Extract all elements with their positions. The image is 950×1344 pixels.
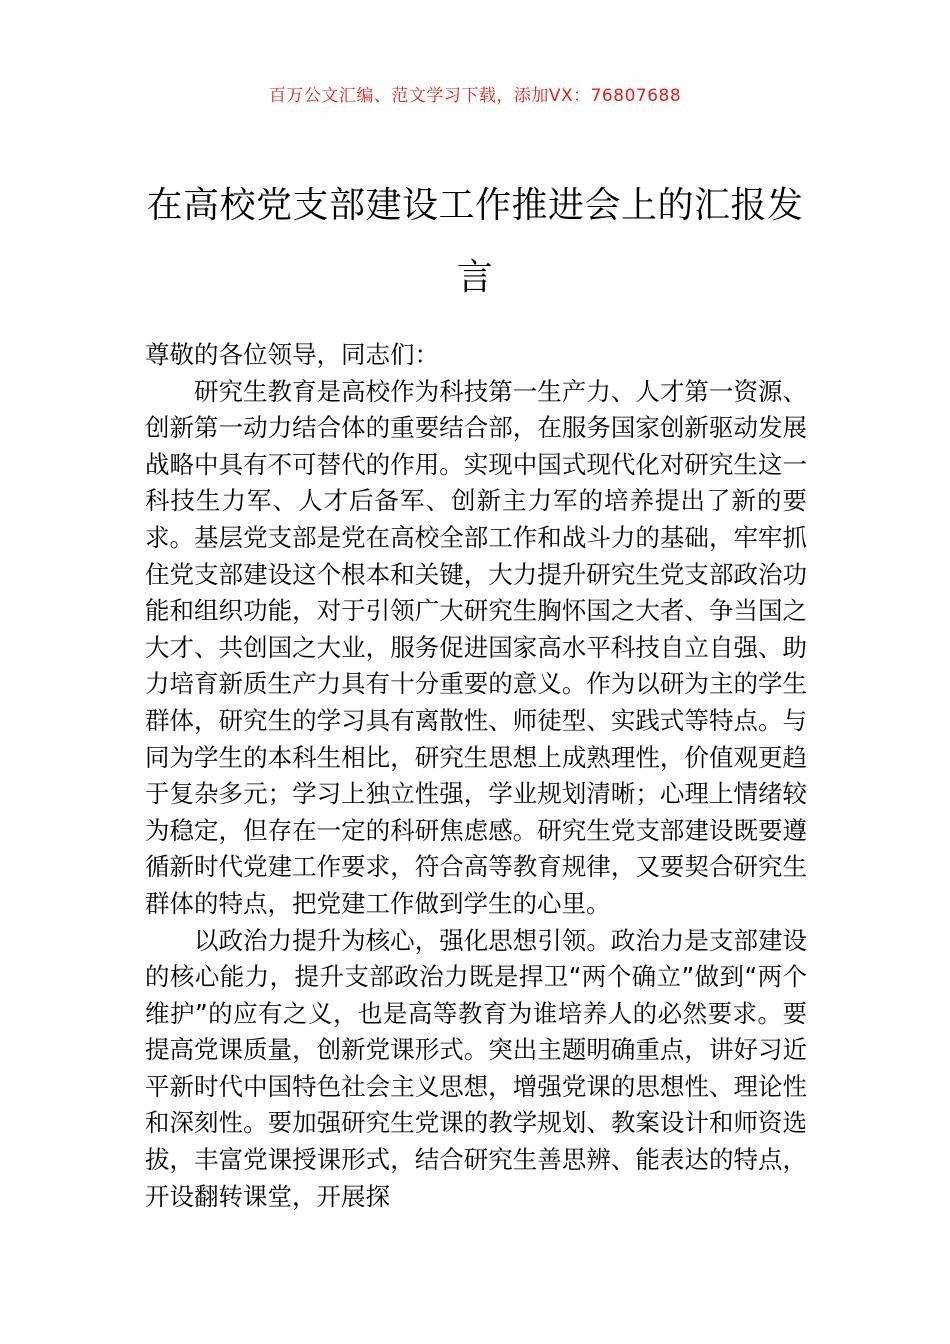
document-title: 在高校党支部建设工作推进会上的汇报发言	[146, 185, 804, 298]
paragraph-1: 研究生教育是高校作为科技第一生产力、人才第一资源、创新第一动力结合体的重要结合部，在服务国家创新驱动发展战略中具有不可替代的作用。实现中国式现代化对研究生这一科技生力军、人才后备军、创新主力军的培养提出了新的要求。基层党支部是党在高校全部工作和战斗力的基础，牢牢抓住党支部建设这个根本和关键，大力提升研究生党支部政治功能和组织功能，对于引领广大研究生胸怀国之大者、争当国之大才、共创国之大业，服务促进国家高水平科技自立自强、助力培育新质生产力具有十分重要的意义。作为以研为主的学生群体，研究生的学习具有离散性、师徒型、实践式等特点。与同为学生的本科生相比，研究生思想上成熟理性，价值观更趋于复杂多元；学习上独立性强，学业规划清晰；心理上情绪较为稳定，但存在一定的科研焦虑感。研究生党支部建设既要遵循新时代党建工作要求，符合高等教育规律，又要契合研究生群体的特点，把党建工作做到学生的心里。	[145, 376, 807, 918]
paragraph-2: 以政治力提升为核心，强化思想引领。政治力是支部建设的核心能力，提升支部政治力既是捍卫“两个确立”做到“两个维护”的应有之义，也是高等教育为谁培养人的必然要求。要提高党课质量，创新党课形式。突出主题明确重点，讲好习近平新时代中国特色社会主义思想，增强党课的思想性、理论性和深刻性。要加强研究生党课的教学规划、教案设计和师资选拔，丰富党课授课形式，结合研究生善思辨、能表达的特点，开设翻转课堂，开展探	[145, 925, 807, 1211]
download-banner: 百万公文汇编、范文学习下载，添加VX：76807688	[268, 86, 682, 106]
document-body	[145, 337, 807, 1215]
greeting: 尊敬的各位领导，同志们：	[145, 340, 439, 369]
